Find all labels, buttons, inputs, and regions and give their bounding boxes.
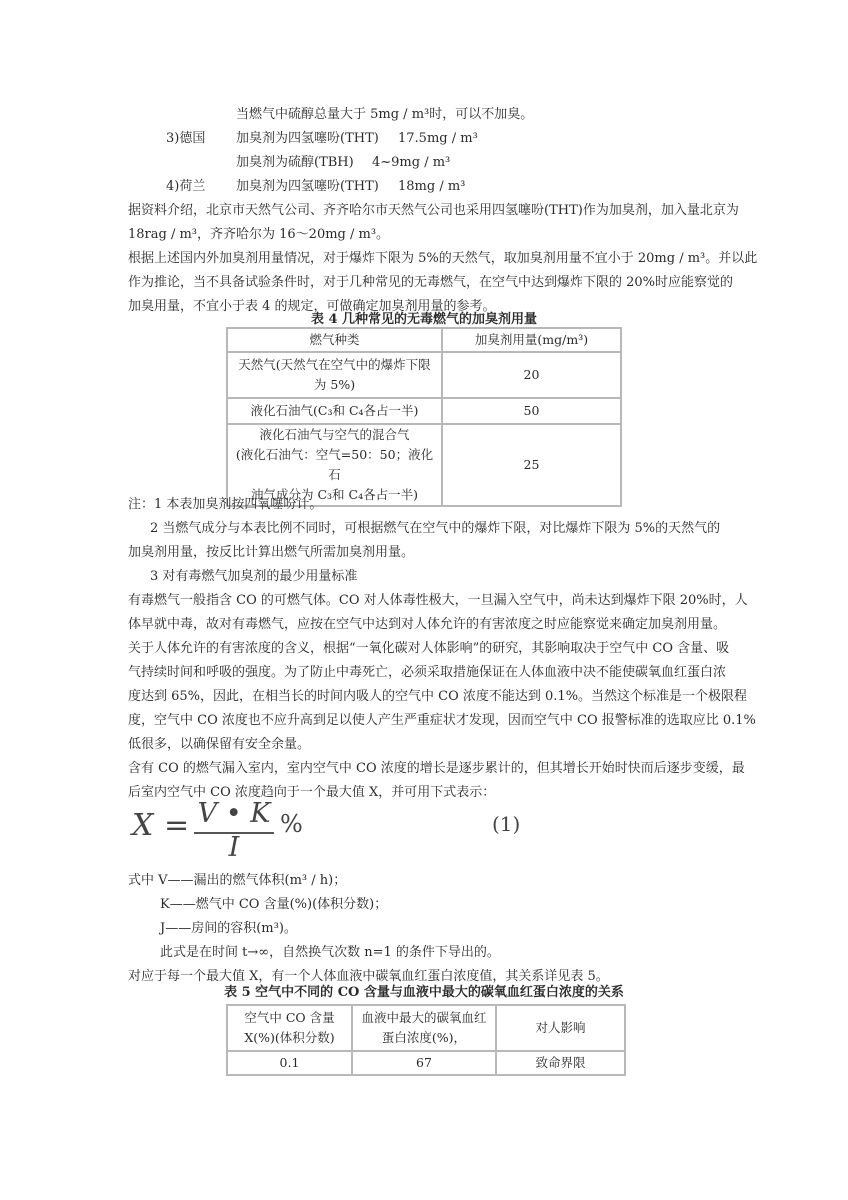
table-row — [227, 1005, 625, 1051]
text-line: 后室内空气中 CO 浓度趋向于一个最大值 X，并可用下式表示： — [128, 785, 496, 800]
table4-caption: 表 4 几种常见的无毒燃气的加臭剂用量 — [310, 312, 538, 327]
text-line: 度达到 65%，因此，在相当长的时间内吸人的空气中 CO 浓度不能达到 0.1%。当然这个标准是一个极限程 — [128, 689, 748, 704]
text-line: 18mg / m³ — [398, 179, 466, 194]
section-heading: 3 对有毒燃气加臭剂的最少用量标准 — [150, 569, 358, 584]
table-header-cell — [352, 1005, 496, 1051]
text-line: 当燃气中硫醇总量大于 5mg / m³时，可以不加臭。 — [236, 107, 534, 122]
text-line: 加臭剂为四氢噻吩(THT) — [236, 131, 379, 146]
table-header-cell — [227, 1005, 352, 1051]
note-line: 加臭剂用量，按反比计算出燃气所需加臭剂用量。 — [128, 545, 415, 560]
formula-percent: % — [280, 810, 303, 838]
table-cell — [227, 424, 442, 506]
text-line: 低很多，以确保留有安全余量。 — [128, 737, 311, 752]
table-cell: 0.1 — [227, 1051, 352, 1075]
table-cell: 20 — [442, 352, 621, 398]
text-line: 度，空气中 CO 浓度也不应升高到足以使人产生严重症状才发现，因而空气中 CO 报警标准的选取应比 0.1% — [128, 713, 756, 728]
text-line: 4~9mg / m³ — [372, 155, 451, 170]
table-header-cell: 加臭剂用量(mg/m³) — [442, 328, 621, 352]
text-line: 17.5mg / m³ — [398, 131, 478, 146]
table-cell: 致命界限 — [496, 1051, 625, 1075]
table-header-cell: 燃气种类 — [227, 328, 442, 352]
table-cell: 25 — [442, 424, 621, 506]
text-line: 3)德国 — [166, 131, 206, 146]
table-cell-line: 液化石油气与空气的混合气 — [259, 427, 410, 442]
table-cell-line: 为 5%) — [313, 377, 356, 392]
text-line: 体早就中毒，故对有毒燃气，应按在空气中达到对人体允许的有害浓度之时应能察觉来确定加臭剂用量。 — [128, 617, 727, 632]
text-line: 式中 V——漏出的燃气体积(m³ / h)； — [128, 873, 347, 888]
text-line: 关于人体允许的有害浓度的含义，根据“一氧化碳对人体影响”的研究，其影响取决于空气中 CO 含量、吸 — [128, 641, 730, 656]
table-cell-line: 血液中最大的碳氧血红 — [361, 1010, 487, 1025]
table5-caption: 表 5 空气中不同的 CO 含量与血液中最大的碳氧血红蛋白浓度的关系 — [224, 985, 624, 1000]
table-row — [227, 1051, 625, 1075]
table-row — [227, 398, 621, 424]
table-cell — [227, 352, 442, 398]
table-row — [227, 424, 621, 506]
note-line: 2 当燃气成分与本表比例不同时，可根据燃气在空气中的爆炸下限，对比爆炸下限为 5%的天然气的 — [150, 521, 721, 536]
table-header-cell: 对人影响 — [496, 1005, 625, 1051]
text-line: 含有 CO 的燃气漏入室内，室内空气中 CO 浓度的增长是逐步累计的，但其增长开始时快而后逐步变缓，最 — [128, 761, 745, 776]
table-cell: 67 — [352, 1051, 496, 1075]
table-cell-line: 空气中 CO 含量 — [244, 1010, 335, 1025]
text-line: 加臭用量，不宜小于表 4 的规定，可做确定加臭剂用量的参考。 — [128, 299, 496, 314]
text-line: 此式是在时间 t→∞，自然换气次数 n=1 的条件下导出的。 — [160, 945, 500, 960]
text-line: 18rag / m³，齐齐哈尔为 16～20mg / m³。 — [128, 227, 390, 242]
table5 — [226, 1004, 626, 1076]
table-cell-line: (液化石油气：空气=50：50；液化石 — [235, 447, 434, 482]
formula-numerator: V • K — [197, 798, 271, 829]
table-cell-line: 天然气(天然气在空气中的爆炸下限 — [238, 357, 431, 372]
text-line: 有毒燃气一般指含 CO 的可燃气体。CO 对人体毒性极大，一旦漏入空气中，尚未达到爆炸下限 20%时，人 — [128, 593, 748, 608]
text-line: 气持续时间和呼吸的强度。为了防止中毒死亡，必须采取措施保证在人体血液中决不能使碳氧血红蛋白浓 — [128, 665, 727, 680]
text-line: 根据上述国内外加臭剂用量情况，对于爆炸下限为 5%的天然气，取加臭剂用量不宜小于 20mg / m³。并以此 — [128, 251, 758, 266]
text-line: 4)荷兰 — [166, 179, 206, 194]
text-line: 据资料介绍，北京市天然气公司、齐齐哈尔市天然气公司也采用四氢噻吩(THT)作为加臭剂，加入量北京为 — [128, 203, 739, 218]
text-line: K——燃气中 CO 含量(%)(体积分数)； — [160, 897, 388, 912]
table4 — [226, 327, 622, 507]
formula-denominator: I — [228, 832, 240, 863]
text-line: 加臭剂为四氢噻吩(THT) — [236, 179, 379, 194]
text-line: 加臭剂为硫醇(TBH) — [236, 155, 354, 170]
table-row — [227, 328, 621, 352]
table-cell: 50 — [442, 398, 621, 424]
table-row — [227, 352, 621, 398]
note-line: 注：1 本表加臭剂按四氧噻吩计。 — [128, 497, 323, 512]
table-cell-line: 油气成分为 C₃和 C₄各占一半) — [251, 487, 418, 502]
table-cell-line: X(%)(体积分数) — [244, 1030, 335, 1045]
formula-lhs: X — [132, 808, 154, 843]
formula-equals: = — [164, 808, 190, 843]
table-cell-line: 蛋白浓度(%)， — [381, 1030, 467, 1045]
text-line: 对应于每一个最大值 X，有一个人体血液中碳氧血红蛋白浓度值，其关系详见表 5。 — [128, 969, 609, 984]
table-cell: 液化石油气(C₃和 C₄各占一半) — [227, 398, 442, 424]
text-line: J——房间的容积(m³)。 — [160, 921, 297, 936]
formula-number: (1) — [492, 812, 521, 836]
formula — [132, 798, 692, 863]
text-line: 作为推论，当不具备试验条件时，对于几种常见的无毒燃气，在空气中达到爆炸下限的 20%时应能察觉的 — [128, 275, 734, 290]
